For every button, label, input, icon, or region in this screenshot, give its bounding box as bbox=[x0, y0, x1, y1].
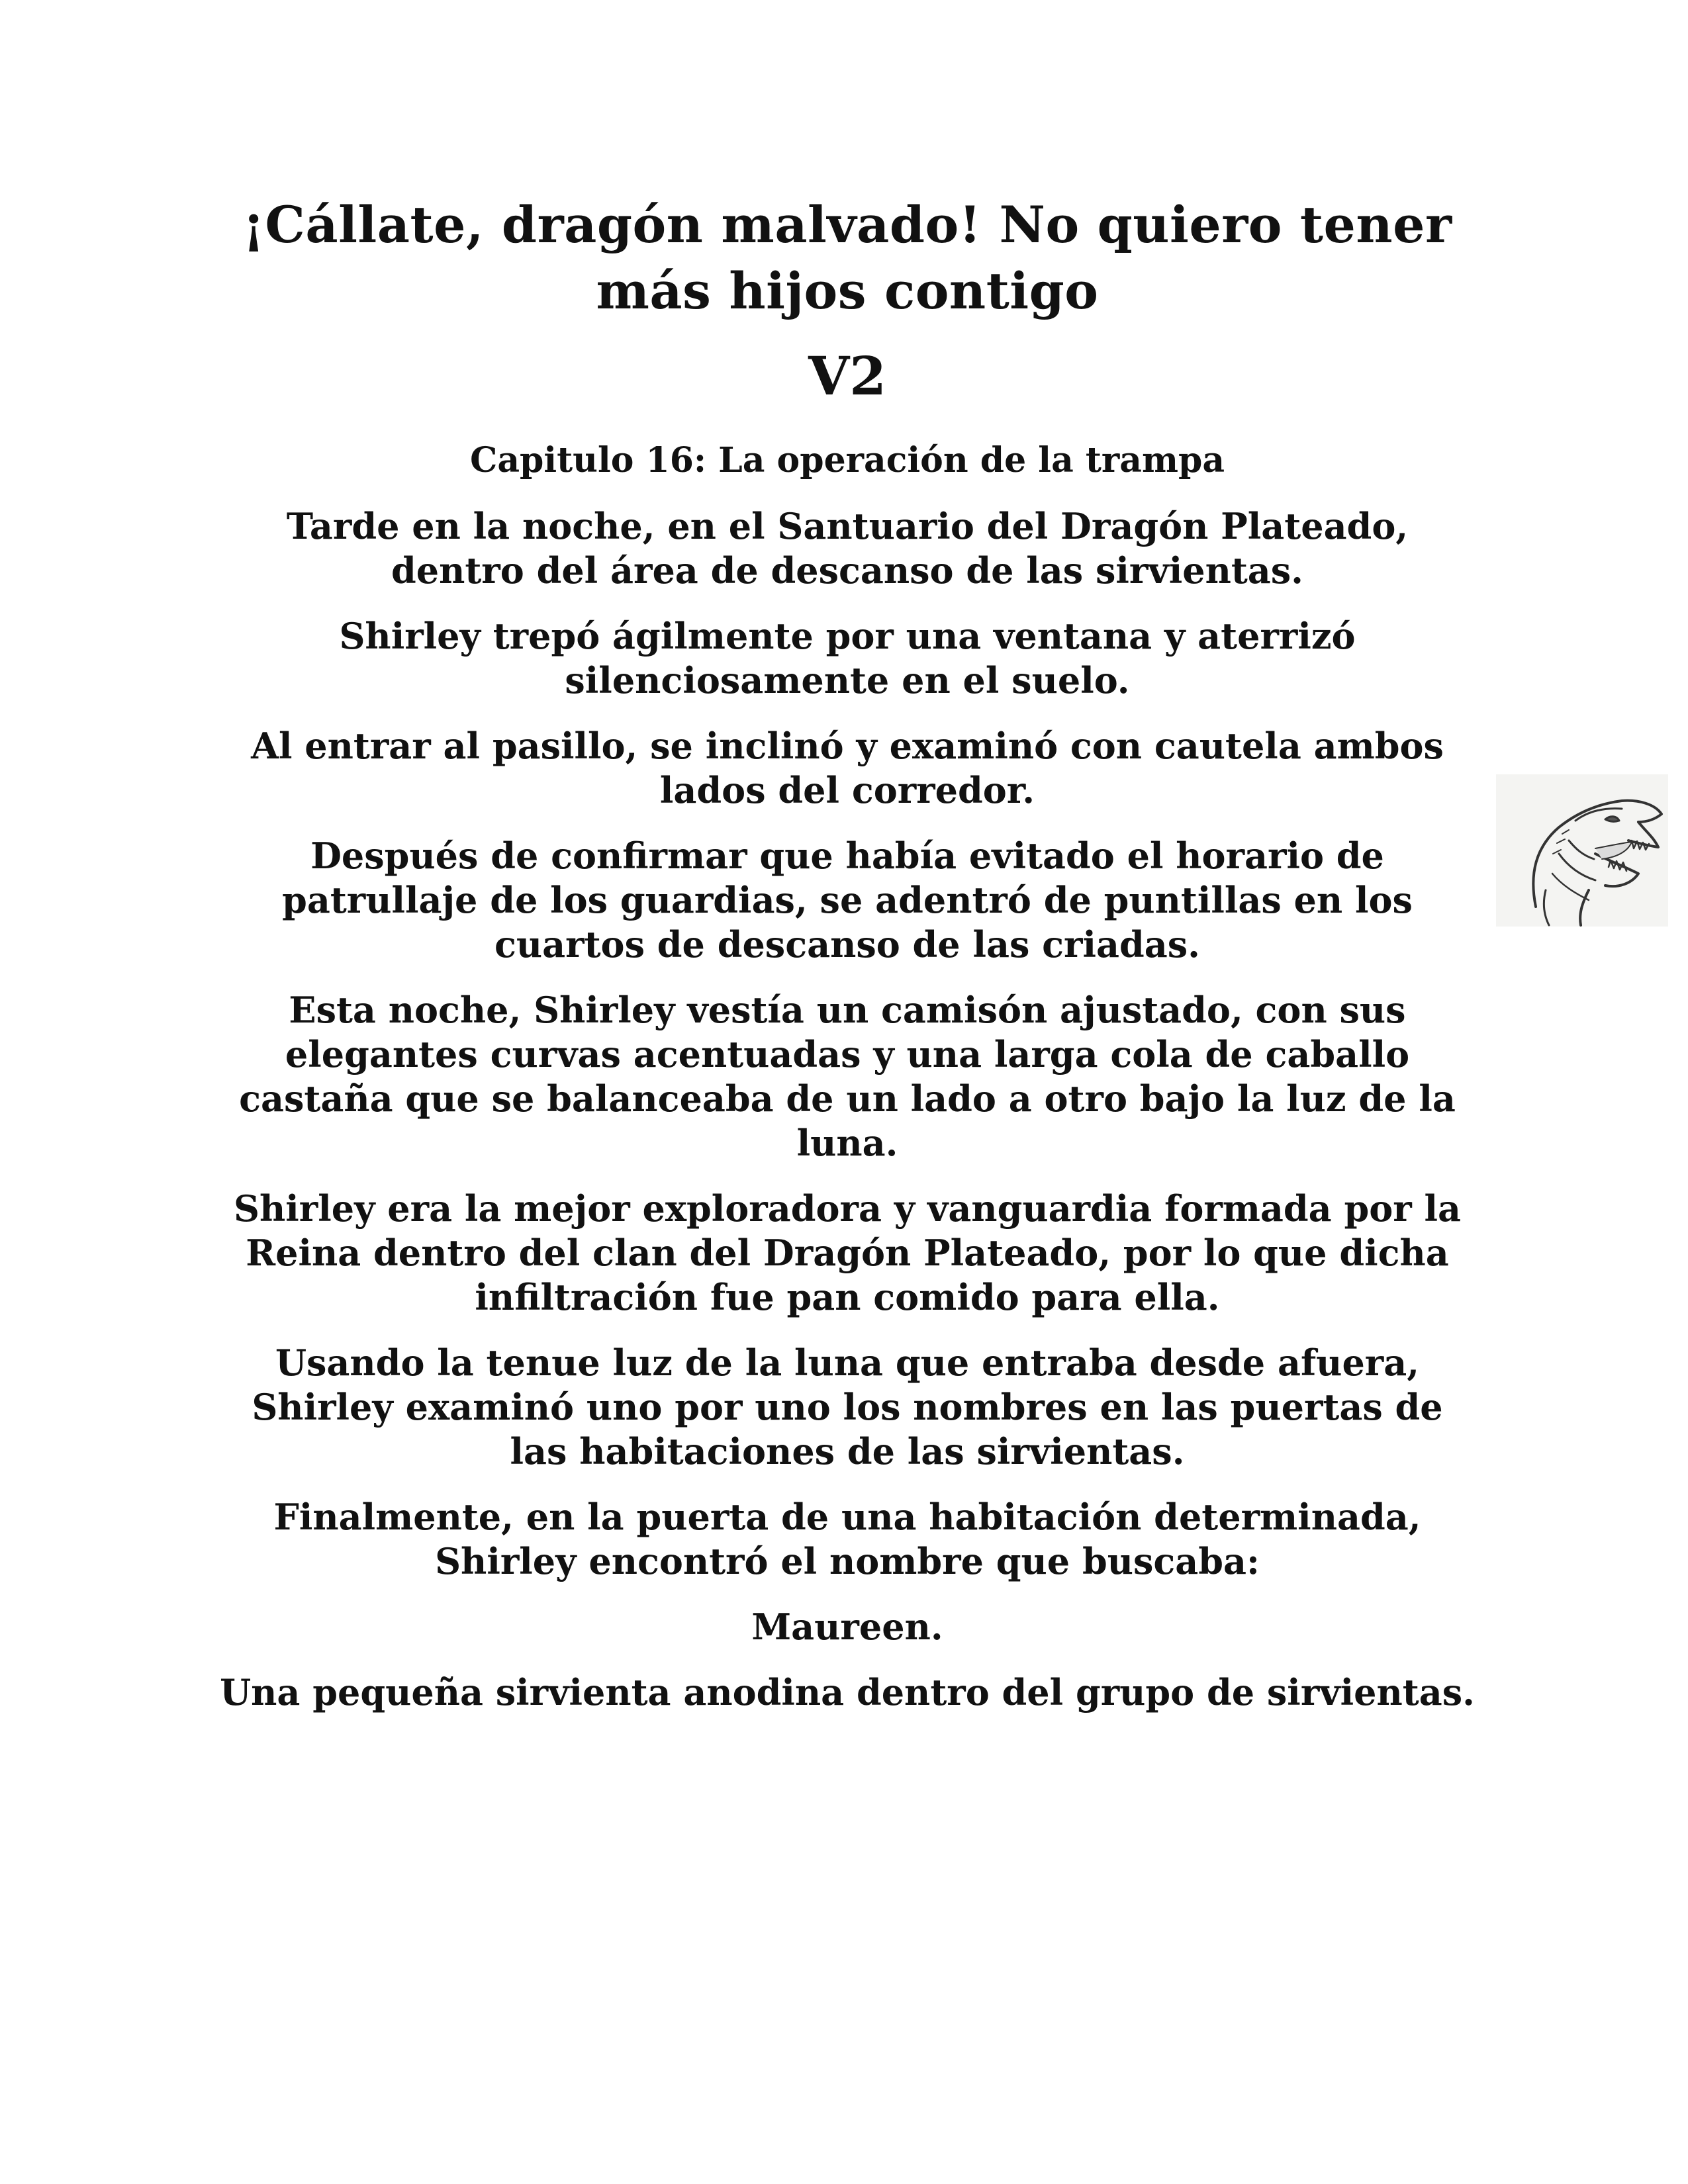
title-line-1: ¡Cállate, dragón malvado! No quiero tener bbox=[242, 195, 1452, 254]
paragraph: Al entrar al pasillo, se inclinó y examinó con cautela ambos lados del corredor. bbox=[251, 725, 1444, 811]
paragraph: Maureen. bbox=[751, 1606, 943, 1648]
paragraph: Tarde en la noche, en el Santuario del Dragón Plateado, dentro del área de descanso de las sirvientas. bbox=[286, 505, 1409, 592]
document-body bbox=[218, 192, 1476, 1736]
paragraph: Finalmente, en la puerta de una habitación determinada, Shirley encontró el nombre que buscaba: bbox=[273, 1496, 1421, 1582]
paragraph: Una pequeña sirvienta anodina dentro del grupo de sirvientas. bbox=[220, 1671, 1475, 1713]
title-line-2: más hijos contigo bbox=[596, 261, 1099, 320]
chapter-heading: Capitulo 16: La operación de la trampa bbox=[469, 440, 1225, 480]
paragraph: Después de confirmar que había evitado el horario de patrullaje de los guardias, se adentró de puntillas en los cuartos de descanso de las criadas. bbox=[282, 835, 1413, 966]
paragraph: Shirley era la mejor exploradora y vanguardia formada por la Reina dentro del clan del Dragón Plateado, por lo que dicha infiltración fue pan comido para ella. bbox=[234, 1187, 1461, 1318]
paragraph: Shirley trepó ágilmente por una ventana y aterrizó silenciosamente en el suelo. bbox=[339, 615, 1356, 702]
paragraph: Esta noche, Shirley vestía un camisón ajustado, con sus elegantes curvas acentuadas y una larga cola de caballo castaña que se balanceaba de un lado a otro bajo la luz de la luna. bbox=[239, 989, 1456, 1164]
dragon-head-sketch-icon bbox=[1496, 774, 1668, 927]
paragraph-list bbox=[218, 504, 1476, 1715]
volume-label: V2 bbox=[808, 345, 886, 407]
document-title bbox=[218, 192, 1476, 324]
paragraph: Usando la tenue luz de la luna que entraba desde afuera, Shirley examinó uno por uno los nombres en las puertas de las habitaciones de las sirvientas. bbox=[252, 1342, 1443, 1473]
